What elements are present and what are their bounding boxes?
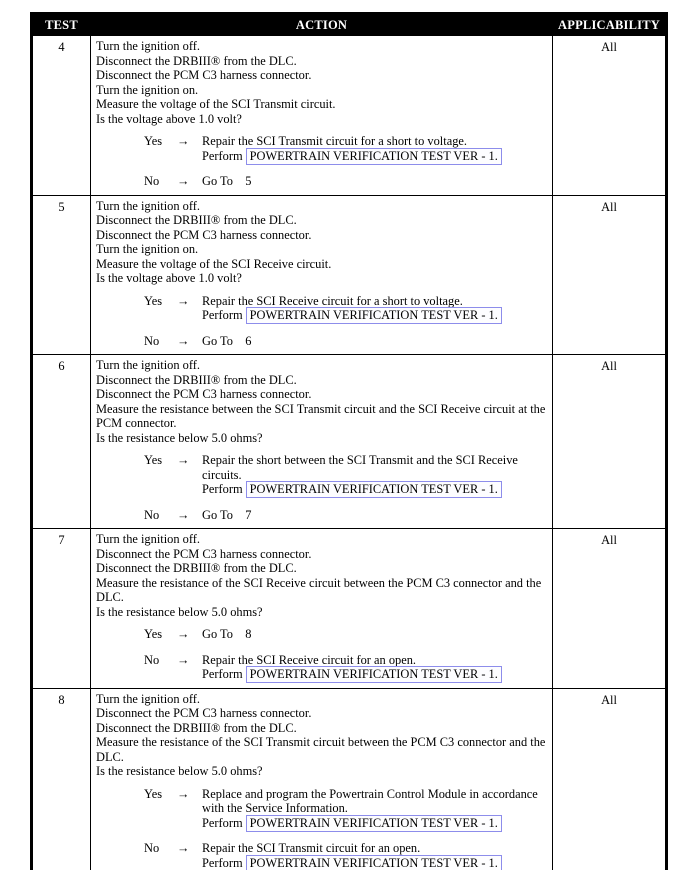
perform-label: Perform xyxy=(202,148,243,163)
step-line: Measure the resistance between the SCI Transmit circuit and the SCI Receive circuit at the PCM connector. xyxy=(96,401,546,430)
perform-line xyxy=(202,667,544,682)
branch-row xyxy=(96,653,546,682)
powertrain-verification-test-link[interactable]: POWERTRAIN VERIFICATION TEST VER - 1. xyxy=(246,815,502,832)
step-line: Measure the voltage of the SCI Transmit circuit. xyxy=(96,97,336,111)
step-line: Is the resistance below 5.0 ohms? xyxy=(96,604,263,619)
step-line: Disconnect the DRBIII® from the DLC. xyxy=(96,561,297,575)
right-arrow-icon: → xyxy=(177,293,190,308)
branch-text: Replace and program the Powertrain Control Module in accordance with the Service Information. xyxy=(202,786,538,815)
right-arrow-icon: → xyxy=(177,174,190,188)
perform-line xyxy=(202,856,544,870)
right-arrow-icon: → xyxy=(177,333,190,348)
perform-label: Perform xyxy=(202,308,243,322)
step-line: Turn the ignition off. xyxy=(96,358,200,372)
column-header-test: TEST xyxy=(45,18,78,32)
right-arrow-icon: → xyxy=(177,627,190,641)
step-line: Disconnect the PCM C3 harness connector. xyxy=(96,387,312,401)
right-arrow-icon: → xyxy=(177,507,190,522)
action-cell xyxy=(91,196,553,355)
step-line: Is the voltage above 1.0 volt? xyxy=(96,271,242,285)
branch-body xyxy=(202,453,546,497)
powertrain-verification-test-link[interactable]: POWERTRAIN VERIFICATION TEST VER - 1. xyxy=(246,855,502,870)
test-number-cell xyxy=(33,355,91,528)
branch-text: Repair the SCI Receive circuit for an open. xyxy=(202,652,417,667)
step-line: Turn the ignition off. xyxy=(96,532,200,546)
step-line: Disconnect the PCM C3 harness connector. xyxy=(96,227,312,242)
perform-line xyxy=(202,149,544,164)
step-line: Turn the ignition on. xyxy=(96,82,199,97)
powertrain-verification-test-link[interactable]: POWERTRAIN VERIFICATION TEST VER - 1. xyxy=(246,307,502,324)
applicability-value: All xyxy=(601,40,617,54)
powertrain-verification-test-link[interactable]: POWERTRAIN VERIFICATION TEST VER - 1. xyxy=(246,481,502,498)
branch-row xyxy=(96,787,546,831)
powertrain-verification-test-link[interactable]: POWERTRAIN VERIFICATION TEST VER - 1. xyxy=(246,666,502,683)
applicability-cell xyxy=(553,529,665,688)
branch-indent xyxy=(96,841,144,870)
branch-indent xyxy=(96,453,144,497)
step-line: Is the resistance below 5.0 ohms? xyxy=(96,764,263,778)
step-line: Disconnect the DRBIII® from the DLC. xyxy=(96,53,297,68)
branch-label: Yes xyxy=(144,453,163,467)
branch-row xyxy=(96,841,546,870)
applicability-cell xyxy=(553,196,665,355)
branch-row xyxy=(96,174,546,189)
branch-indent xyxy=(96,294,144,323)
column-header-action: ACTION xyxy=(295,18,348,32)
branch-indent xyxy=(96,174,144,189)
branch-label: No xyxy=(144,507,160,522)
branch-body xyxy=(202,174,546,189)
action-cell xyxy=(91,529,553,688)
branch-indent xyxy=(96,334,144,349)
applicability-value: All xyxy=(601,533,617,547)
branch-row xyxy=(96,334,546,349)
column-header-applicability: APPLICABILITY xyxy=(558,18,660,32)
branch-text: Go To 7 xyxy=(202,507,252,522)
branch-row xyxy=(96,294,546,323)
right-arrow-icon: → xyxy=(177,786,190,801)
right-arrow-icon: → xyxy=(177,841,190,855)
branch-indent xyxy=(96,508,144,523)
branch-text: Repair the short between the SCI Transmit and the SCI Receive circuits. xyxy=(202,453,518,482)
branch-row xyxy=(96,453,546,497)
powertrain-verification-test-link[interactable]: POWERTRAIN VERIFICATION TEST VER - 1. xyxy=(246,148,502,165)
test-number-cell xyxy=(33,689,91,870)
step-line: Turn the ignition off. xyxy=(96,691,200,706)
right-arrow-icon: → xyxy=(177,652,190,667)
branch-label: Yes xyxy=(144,627,163,641)
right-arrow-icon: → xyxy=(177,134,190,148)
branch-body xyxy=(202,787,546,831)
test-number: 5 xyxy=(58,199,65,214)
applicability-value: All xyxy=(601,359,617,373)
perform-label: Perform xyxy=(202,815,243,830)
branch-text: Repair the SCI Receive circuit for a short to voltage. xyxy=(202,293,463,308)
branch-label: Yes xyxy=(144,293,163,308)
branch-body xyxy=(202,334,546,349)
applicability-cell xyxy=(553,355,665,528)
step-line: Measure the voltage of the SCI Receive circuit. xyxy=(96,256,332,271)
perform-label: Perform xyxy=(202,482,243,496)
applicability-cell xyxy=(553,36,665,195)
branch-label: No xyxy=(144,333,160,348)
test-number: 6 xyxy=(58,359,65,373)
step-line: Disconnect the DRBIII® from the DLC. xyxy=(96,372,297,387)
branch-indent xyxy=(96,653,144,682)
branch-row xyxy=(96,134,546,163)
branch-row xyxy=(96,627,546,642)
branch-label: Yes xyxy=(144,786,163,801)
branch-body xyxy=(202,653,546,682)
perform-line xyxy=(202,482,544,497)
branch-body xyxy=(202,508,546,523)
step-line: Disconnect the DRBIII® from the DLC. xyxy=(96,720,297,735)
applicability-value: All xyxy=(601,199,617,214)
branch-indent xyxy=(96,627,144,642)
test-number: 4 xyxy=(58,40,65,54)
branch-row xyxy=(96,508,546,523)
step-line: Measure the resistance of the SCI Receive circuit between the PCM C3 connector and the DLC. xyxy=(96,575,542,604)
step-line: Turn the ignition on. xyxy=(96,242,199,256)
applicability-cell xyxy=(553,689,665,870)
step-line: Disconnect the PCM C3 harness connector. xyxy=(96,706,312,720)
branch-indent xyxy=(96,787,144,831)
table-row xyxy=(33,195,665,355)
action-cell xyxy=(91,36,553,195)
test-number: 7 xyxy=(58,533,65,547)
branch-text: Go To 5 xyxy=(202,174,252,188)
perform-line xyxy=(202,816,544,831)
branch-indent xyxy=(96,134,144,163)
perform-line xyxy=(202,308,544,323)
action-cell xyxy=(91,689,553,870)
step-line: Disconnect the PCM C3 harness connector. xyxy=(96,546,312,561)
table-row xyxy=(33,688,665,870)
step-line: Turn the ignition off. xyxy=(96,39,200,53)
step-line: Disconnect the PCM C3 harness connector. xyxy=(96,68,312,82)
branch-text: Repair the SCI Transmit circuit for a short to voltage. xyxy=(202,134,467,148)
step-line: Disconnect the DRBIII® from the DLC. xyxy=(96,213,297,227)
step-line: Measure the resistance of the SCI Transmit circuit between the PCM C3 connector and the DLC. xyxy=(96,735,546,764)
table-row xyxy=(33,528,665,688)
branch-text: Go To 6 xyxy=(202,333,252,348)
right-arrow-icon: → xyxy=(177,453,190,467)
test-number: 8 xyxy=(58,692,65,707)
branch-body xyxy=(202,134,546,163)
test-number-cell xyxy=(33,529,91,688)
action-cell xyxy=(91,355,553,528)
branch-body xyxy=(202,841,546,870)
test-number-cell xyxy=(33,196,91,355)
table-body xyxy=(33,35,665,870)
step-line: Is the voltage above 1.0 volt? xyxy=(96,111,242,126)
test-number-cell xyxy=(33,36,91,195)
branch-text: Go To 8 xyxy=(202,627,252,641)
branch-body xyxy=(202,294,546,323)
perform-label: Perform xyxy=(202,855,243,870)
branch-label: No xyxy=(144,174,160,188)
perform-label: Perform xyxy=(202,667,243,681)
branch-label: No xyxy=(144,652,160,667)
branch-label: No xyxy=(144,841,160,855)
table-row xyxy=(33,354,665,528)
branch-text: Repair the SCI Transmit circuit for an open. xyxy=(202,841,421,855)
table-row xyxy=(33,35,665,195)
diagnostic-test-table xyxy=(30,12,668,870)
step-line: Is the resistance below 5.0 ohms? xyxy=(96,430,263,445)
branch-body xyxy=(202,627,546,642)
branch-label: Yes xyxy=(144,134,163,148)
table-header-row xyxy=(33,15,665,35)
step-line: Turn the ignition off. xyxy=(96,198,200,213)
applicability-value: All xyxy=(601,692,617,707)
